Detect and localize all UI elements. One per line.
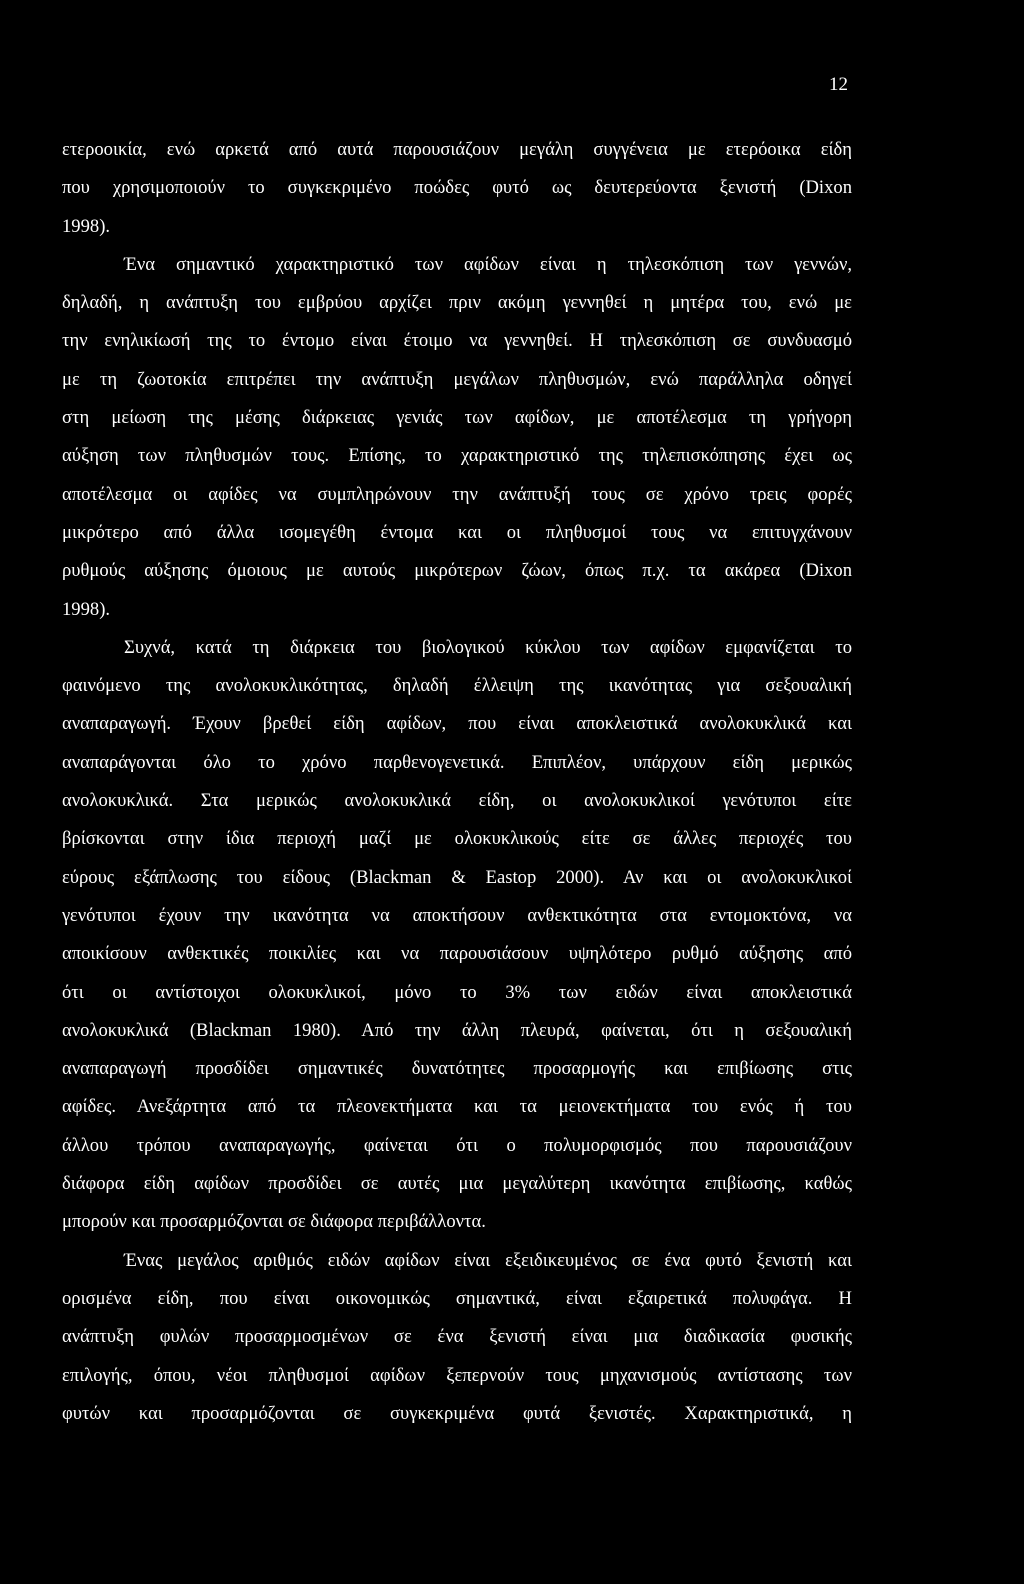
text-line: διάφορα είδη αφίδων προσδίδει σε αυτές μια μεγαλύτερη ικανότητα επιβίωσης, καθώς	[62, 1173, 852, 1195]
text-line: δηλαδή, η ανάπτυξη του εμβρύου αρχίζει πριν ακόμη γεννηθεί η μητέρα του, ενώ με	[62, 292, 852, 314]
text-line: αναπαραγωγή. Έχουν βρεθεί είδη αφίδων, που είναι αποκλειστικά ανολοκυκλικά και	[62, 713, 852, 735]
text-line: ότι οι αντίστοιχοι ολοκυκλικοί, μόνο το 3% των ειδών είναι αποκλειστικά	[62, 981, 852, 1003]
text-line: αύξηση των πληθυσμών τους. Επίσης, το χαρακτηριστικό της τηλεπισκόπησης έχει ως	[62, 445, 852, 467]
text-line: γενότυποι έχουν την ικανότητα να αποκτήσουν ανθεκτικότητα στα εντομοκτόνα, να	[62, 904, 852, 926]
text-line: φαινόμενο της ανολοκυκλικότητας, δηλαδή έλλειψη της ικανότητας για σεξουαλική	[62, 675, 852, 697]
text-line: Συχνά, κατά τη διάρκεια του βιολογικού κύκλου των αφίδων εμφανίζεται το	[124, 636, 852, 658]
text-line: αναπαραγωγή προσδίδει σημαντικές δυνατότητες προσαρμογής και επιβίωσης στις	[62, 1058, 852, 1080]
text-line: Ένα σημαντικό χαρακτηριστικό των αφίδων είναι η τηλεσκόπιση των γεννών,	[124, 253, 852, 275]
text-line: βρίσκονται στην ίδια περιοχή μαζί με ολοκυκλικούς είτε σε άλλες περιοχές του	[62, 828, 852, 850]
text-line: 1998).	[62, 598, 111, 620]
text-line: στη μείωση της μέσης διάρκειας γενιάς των αφίδων, με αποτέλεσμα τη γρήγορη	[62, 407, 852, 429]
text-line: μικρότερο από άλλα ισομεγέθη έντομα και οι πληθυσμοί τους να επιτυγχάνουν	[62, 521, 852, 543]
text-line: ανολοκυκλικά. Στα μερικώς ανολοκυκλικά είδη, οι ανολοκυκλικοί γενότυποι είτε	[62, 790, 852, 812]
text-line: την ενηλικίωσή της το έντομο είναι έτοιμο να γεννηθεί. Η τηλεσκόπιση σε συνδυασμό	[62, 330, 852, 352]
text-line: αφίδες. Ανεξάρτητα από τα πλεονεκτήματα και τα μειονεκτήματα του ενός ή του	[62, 1096, 852, 1118]
page-number: 12	[829, 74, 848, 95]
text-line: ρυθμούς αύξησης όμοιους με αυτούς μικρότερων ζώων, όπως π.χ. τα ακάρεα (Dixon	[62, 560, 852, 582]
text-line: 1998).	[62, 215, 111, 237]
body-text	[62, 131, 852, 1433]
text-line: άλλου τρόπου αναπαραγωγής, φαίνεται ότι ο πολυμορφισμός που παρουσιάζουν	[62, 1134, 852, 1156]
text-line: εύρους εξάπλωσης του είδους (Blackman & Eastop 2000). Αν και οι ανολοκυκλικοί	[62, 866, 852, 888]
text-line: με τη ζωοτοκία επιτρέπει την ανάπτυξη μεγάλων πληθυσμών, ενώ παράλληλα οδηγεί	[62, 368, 852, 390]
text-line: επιλογής, όπου, νέοι πληθυσμοί αφίδων ξεπερνούν τους μηχανισμούς αντίστασης των	[62, 1364, 852, 1386]
text-line: ετεροοικία, ενώ αρκετά από αυτά παρουσιάζουν μεγάλη συγγένεια με ετερόοικα είδη	[62, 139, 852, 160]
text-line: Ένας μεγάλος αριθμός ειδών αφίδων είναι εξειδικευμένος σε ένα φυτό ξενιστή και	[124, 1249, 852, 1271]
text-line: αναπαράγονται όλο το χρόνο παρθενογενετικά. Επιπλέον, υπάρχουν είδη μερικώς	[62, 751, 852, 773]
text-line: που χρησιμοποιούν το συγκεκριμένο ποώδες φυτό ως δευτερεύοντα ξενιστή (Dixon	[62, 177, 852, 199]
text-line: ορισμένα είδη, που είναι οικονομικώς σημαντικά, είναι εξαιρετικά πολυφάγα. Η	[62, 1287, 852, 1309]
text-line: αποικίσουν ανθεκτικές ποικιλίες και να παρουσιάσουν υψηλότερο ρυθμό αύξησης από	[62, 943, 852, 965]
text-line: αποτέλεσμα οι αφίδες να συμπληρώνουν την ανάπτυξή τους σε χρόνο τρεις φορές	[62, 483, 852, 505]
text-line: ανολοκυκλικά (Blackman 1980). Από την άλλη πλευρά, φαίνεται, ότι η σεξουαλική	[62, 1019, 852, 1041]
text-line: μπορούν και προσαρμόζονται σε διάφορα περιβάλλοντα.	[62, 1211, 486, 1233]
text-line: φυτών και προσαρμόζονται σε συγκεκριμένα φυτά ξενιστές. Χαρακτηριστικά, η	[62, 1402, 852, 1424]
text-line: ανάπτυξη φυλών προσαρμοσμένων σε ένα ξενιστή είναι μια διαδικασία φυσικής	[62, 1326, 852, 1348]
